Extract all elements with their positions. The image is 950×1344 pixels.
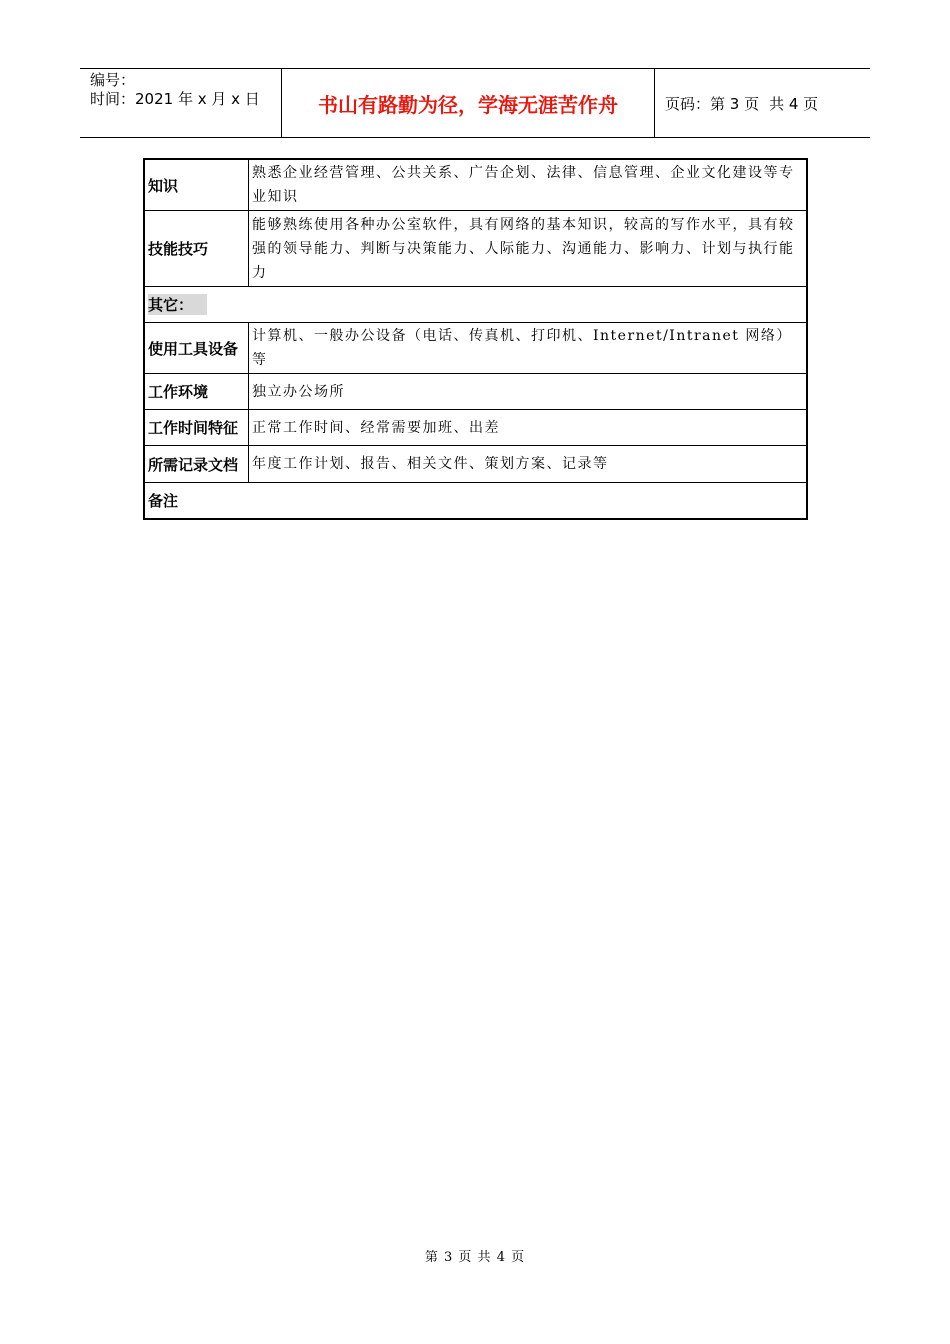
header-page-info: [665, 69, 818, 137]
time-label: 时间：2021 年 x 月 x 日: [90, 90, 260, 108]
row-value: 熟悉企业经营管理、公共关系、广告企划、法律、信息管理、企业文化建设等专业知识: [252, 165, 795, 205]
table-row-knowledge: [145, 160, 806, 210]
header-meta: [90, 71, 280, 109]
row-value: 计算机、一般办公设备（电话、传真机、打印机、Internet/Intranet 网络）等: [252, 328, 792, 368]
row-label: 技能技巧: [145, 211, 249, 286]
row-value: 能够熟练使用各种办公室软件，具有网络的基本知识，较高的写作水平，具有较强的领导能力、判断与决策能力、人际能力、沟通能力、影响力、计划与执行能力: [252, 216, 795, 281]
row-value: 正常工作时间、经常需要加班、出差: [252, 419, 500, 436]
table-row-work-time: [145, 409, 806, 445]
remark-label: 备注: [148, 492, 179, 510]
row-value: 年度工作计划、报告、相关文件、策划方案、记录等: [252, 456, 609, 472]
row-label: 工作环境: [145, 374, 249, 409]
row-label: 工作时间特征: [145, 410, 249, 445]
number-label: 编号：: [90, 71, 136, 89]
header-divider: [654, 69, 655, 137]
table-row-documents: [145, 445, 806, 482]
table-row-environment: [145, 373, 806, 409]
page-code: 页码：第 3 页: [665, 94, 760, 113]
header-slogan: 书山有路勤为径，学海无涯苦作舟: [318, 92, 618, 117]
section-other-title: 其它：: [145, 287, 806, 322]
table-row-skills: [145, 210, 806, 286]
job-description-table: [143, 158, 808, 520]
row-label: 所需记录文档: [145, 446, 249, 482]
table-row-remark: [145, 482, 806, 518]
page-header: [80, 68, 870, 138]
page-total: 共 4 页: [769, 94, 819, 113]
row-label: 知识: [145, 160, 249, 210]
table-row-tools: [145, 322, 806, 373]
row-value: 独立办公场所: [252, 383, 345, 400]
page-footer: 第 3 页 共 4 页: [424, 1250, 526, 1265]
section-other: [145, 286, 806, 322]
row-label: 使用工具设备: [145, 323, 249, 373]
